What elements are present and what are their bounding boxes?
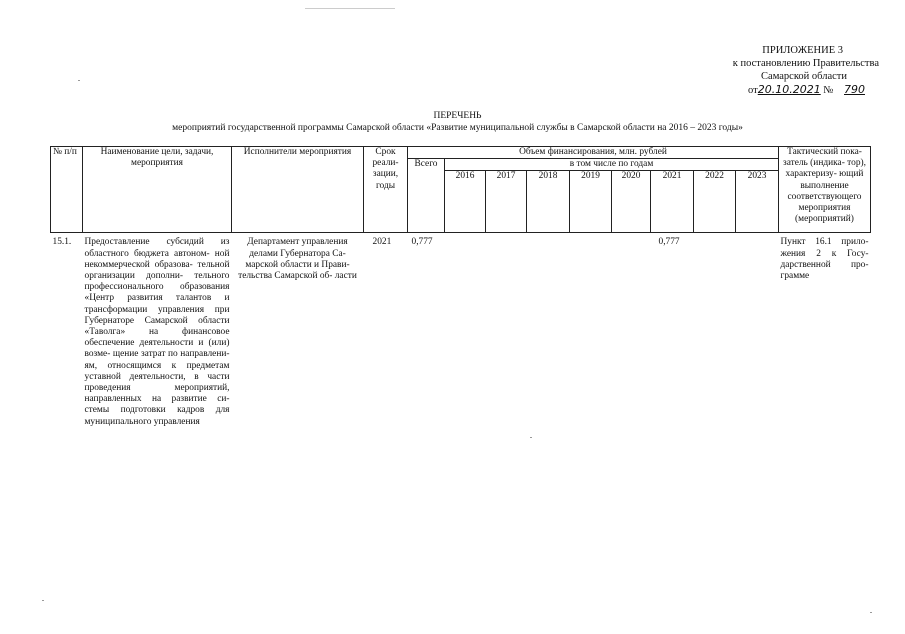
document-title: ПЕРЕЧЕНЬ xyxy=(433,111,482,121)
scan-edge-mark xyxy=(305,8,395,9)
measures-table xyxy=(50,146,871,428)
header-name: Наименование цели, задачи, мероприятия xyxy=(83,147,232,233)
header-row-1 xyxy=(51,147,871,159)
row-y2019 xyxy=(570,233,612,428)
header-year-2020: 2020 xyxy=(612,171,651,233)
header-year-2021: 2021 xyxy=(651,171,694,233)
scan-speck xyxy=(42,600,44,601)
header-year-2019: 2019 xyxy=(570,171,612,233)
number-value: 790 xyxy=(844,83,865,96)
header-year-2022: 2022 xyxy=(694,171,736,233)
date-value: 20.10.2021 xyxy=(757,83,821,96)
appendix-block xyxy=(733,44,879,97)
header-executors: Исполнители мероприятия xyxy=(232,147,364,233)
document-subtitle: мероприятий государственной программы Самарской области «Развитие муниципальной службы в Самарской области на 2016 – 2023 годы» xyxy=(172,123,743,133)
date-prefix: от xyxy=(748,85,758,96)
appendix-title: ПРИЛОЖЕНИЕ 3 xyxy=(762,45,843,56)
header-indicator: Тактический пока- затель (индика- тор), характеризу- ющий выполнение соответствующего мероприятия (мероприятий) xyxy=(779,147,871,233)
row-total: 0,777 xyxy=(411,237,433,248)
row-name: Предоставление субсидий из областного бюджета автоном- ной некоммерческой образова- тельной организации дополни- тельного профессионального образования «Центр развития талантов и трансформации управления при Губернаторе Самарской области «Таволга» на финансовое обеспечение деятельности и (или) возме- щение затрат по направлени- ям, относящимся к предметам уставной деятельности, в части проведения мероприятий, направленных на развитие си- стемы подготовки кадров для муниципального управления xyxy=(84,237,230,427)
header-year-2017: 2017 xyxy=(486,171,527,233)
header-term: Срок реали- зации, годы xyxy=(364,147,408,233)
header-num: № п/п xyxy=(51,147,83,233)
header-year-2023: 2023 xyxy=(736,171,779,233)
scan-speck xyxy=(78,80,80,81)
header-year-2018: 2018 xyxy=(527,171,570,233)
header-funding: Объем финансирования, млн. рублей xyxy=(408,147,779,159)
row-y2017 xyxy=(486,233,527,428)
row-y2023 xyxy=(736,233,779,428)
table-row xyxy=(51,233,871,428)
row-num: 15.1. xyxy=(52,237,72,248)
appendix-line2: к постановлению Правительства xyxy=(732,58,879,69)
header-year-2016: 2016 xyxy=(445,171,486,233)
header-by-years: в том числе по годам xyxy=(445,159,779,171)
row-y2021: 0,777 xyxy=(658,237,680,248)
scan-speck xyxy=(870,612,872,613)
row-executor: Департамент управления делами Губернатора Са- марской области и Прави- тельства Самарской об- ласти xyxy=(238,237,357,282)
row-y2020 xyxy=(612,233,651,428)
appendix-line3: Самарской области xyxy=(761,71,847,82)
row-indicator: Пункт 16.1 прило- жения 2 к Госу- дарственной про- грамме xyxy=(780,237,869,282)
document-heading xyxy=(0,110,905,134)
scan-speck xyxy=(530,437,532,438)
row-y2018 xyxy=(527,233,570,428)
row-term: 2021 xyxy=(372,237,392,248)
row-y2022 xyxy=(694,233,736,428)
appendix-date-line xyxy=(733,83,879,97)
header-total: Всего xyxy=(408,159,445,233)
number-prefix: № xyxy=(823,85,834,96)
